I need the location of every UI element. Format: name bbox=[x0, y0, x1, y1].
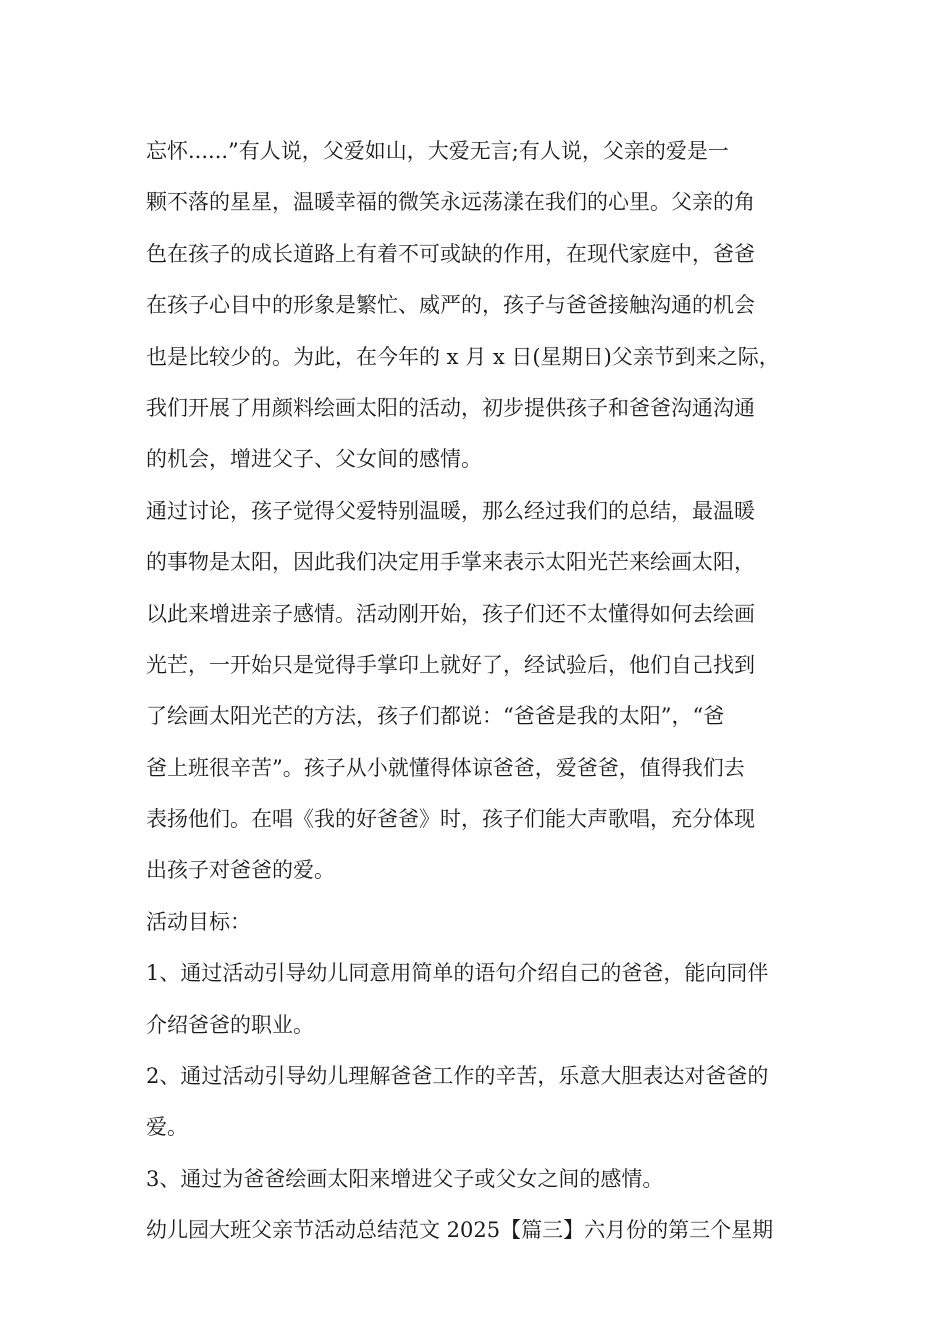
list-item: 2、通过活动引导幼儿理解爸爸工作的辛苦，乐意大胆表达对爸爸的 bbox=[146, 1064, 769, 1089]
text-line: 忘怀......”有人说，父爱如山，大爱无言;有人说，父亲的爱是一 bbox=[146, 139, 729, 163]
text-line: 也是比较少的。为此，在今年的 x 月 x 日(星期日)父亲节到来之际， bbox=[146, 344, 780, 369]
text-line: 色在孩子的成长道路上有着不可或缺的作用，在现代家庭中，爸爸 bbox=[146, 241, 755, 266]
list-item: 1、通过活动引导幼儿同意用简单的语句介绍自己的爸爸，能向同伴 bbox=[146, 961, 769, 986]
text-line: 的事物是太阳，因此我们决定用手掌来表示太阳光芒来绘画太阳， bbox=[146, 550, 755, 575]
list-item-continuation: 爱。 bbox=[146, 1115, 188, 1140]
text-line: 我们开展了用颜料绘画太阳的活动，初步提供孩子和爸爸沟通沟通 bbox=[146, 395, 755, 420]
text-line: 出孩子对爸爸的爱。 bbox=[146, 858, 335, 883]
text-line: 光芒，一开始只是觉得手掌印上就好了，经试验后，他们自己找到 bbox=[146, 652, 755, 677]
text-line: 表扬他们。在唱《我的好爸爸》时，孩子们能大声歌唱，充分体现 bbox=[146, 807, 755, 832]
text-line: 以此来增进亲子感情。活动刚开始，孩子们还不太懂得如何去绘画 bbox=[146, 601, 755, 626]
list-item: 3、通过为爸爸绘画太阳来增进父子或父女之间的感情。 bbox=[146, 1166, 664, 1191]
text-line: 通过讨论，孩子觉得父爱特别温暖，那么经过我们的总结，最温暖 bbox=[146, 498, 755, 523]
text-line: 颗不落的星星，温暖幸福的微笑永远荡漾在我们的心里。父亲的角 bbox=[146, 190, 755, 215]
text-line: 的机会，增进父子、父女间的感情。 bbox=[146, 447, 482, 472]
list-item-continuation: 介绍爸爸的职业。 bbox=[146, 1012, 314, 1037]
document-body bbox=[146, 126, 816, 1257]
section-heading: 活动目标： bbox=[146, 909, 251, 934]
text-line: 了绘画太阳光芒的方法，孩子们都说：“爸爸是我的太阳”，“爸 bbox=[146, 704, 725, 729]
text-line: 在孩子心目中的形象是繁忙、威严的，孩子与爸爸接触沟通的机会 bbox=[146, 293, 755, 318]
text-line: 幼儿园大班父亲节活动总结范文 2025【篇三】六月份的第三个星期 bbox=[146, 1218, 774, 1243]
text-line: 爸上班很辛苦”。孩子从小就懂得体谅爸爸，爱爸爸，值得我们去 bbox=[146, 755, 745, 780]
